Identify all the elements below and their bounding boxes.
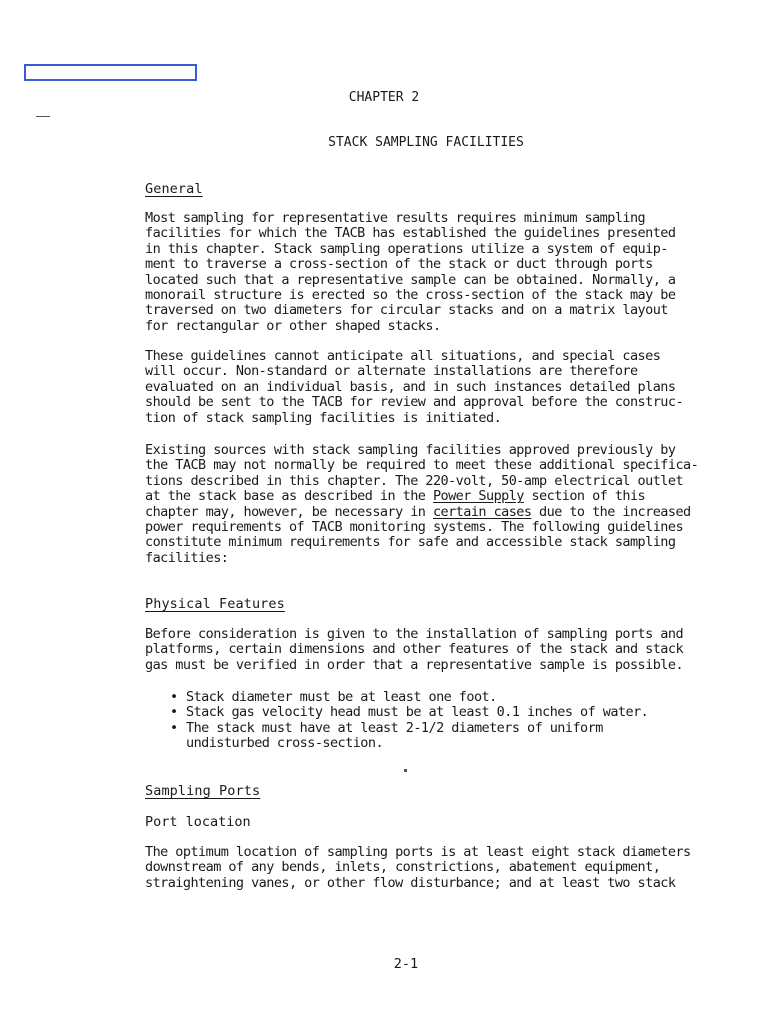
page-title: STACK SAMPLING FACILITIES bbox=[328, 135, 524, 150]
bullet-icon: • bbox=[170, 689, 178, 705]
certain-cases-emphasis: certain cases bbox=[432, 503, 532, 520]
paragraph-text: due to the increased power requirements of TACB monitoring systems. The following guidelines constitute minimum requirements for safe and accessible stack sampling facilities: bbox=[145, 503, 691, 566]
general-paragraph-1: Most sampling for representative results requires minimum sampling facilities for which the TACB has established the guidelines presented in this chapter. Stack sampling operations utilize a system of equip- ment to traverse a cross-section of the stack or duct through ports located such that a representative sample can be obtained. Normally, a monorail structure is erected so the cross-section of the stack may be traversed on two diameters for circular stacks and on a matrix layout for rectangular or other shaped stacks. bbox=[145, 210, 676, 334]
power-supply-reference: Power Supply bbox=[432, 488, 524, 505]
physical-paragraph-1: Before consideration is given to the installation of sampling ports and platforms, certain dimensions and other features of the stack and stack gas must be verified in order that a representative sample is possible. bbox=[145, 626, 684, 673]
section-heading-physical-features: Physical Features bbox=[145, 596, 285, 612]
section-heading-sampling-ports: Sampling Ports bbox=[145, 783, 261, 799]
list-item: • The stack must have at least 2-1/2 diameters of uniform undisturbed cross-section. bbox=[170, 719, 603, 752]
chapter-label: CHAPTER 2 bbox=[348, 90, 420, 105]
bullet-icon: • bbox=[170, 719, 178, 736]
scan-mark bbox=[36, 116, 50, 117]
paragraph-text: Existing sources with stack sampling facilities approved previously by the TACB may not normally be required to meet these additional specifica- tions described in this chapter. The 220-volt, 50-amp electrical outlet at the stack base as described in the bbox=[145, 442, 699, 505]
subsection-heading-port-location: Port location bbox=[145, 814, 251, 830]
list-item: • Stack diameter must be at least one foot. bbox=[170, 689, 497, 705]
page-number: 2-1 bbox=[393, 956, 419, 972]
annotation-box bbox=[24, 64, 197, 81]
bullet-icon: • bbox=[170, 704, 178, 721]
general-paragraph-3 bbox=[145, 443, 725, 566]
list-item: • Stack gas velocity head must be at least 0.1 inches of water. bbox=[170, 704, 649, 721]
requirements-list bbox=[166, 690, 686, 752]
sampling-paragraph-1: The optimum location of sampling ports is at least eight stack diameters downstream of any bends, inlets, constrictions, abatement equipment, straightening vanes, or other flow disturbance; and at least two stack bbox=[145, 844, 691, 891]
section-heading-general: General bbox=[145, 181, 203, 197]
scan-mark bbox=[404, 769, 407, 772]
general-paragraph-2: These guidelines cannot anticipate all situations, and special cases will occur. Non-standard or alternate installations are therefore evaluated on an individual basis, and in such instances detailed plans should be sent to the TACB for review and approval before the construc- tion of stack sampling facilities is initiated. bbox=[145, 348, 684, 426]
paragraph-text: section of this chapter may, however, be necessary in bbox=[145, 488, 646, 520]
